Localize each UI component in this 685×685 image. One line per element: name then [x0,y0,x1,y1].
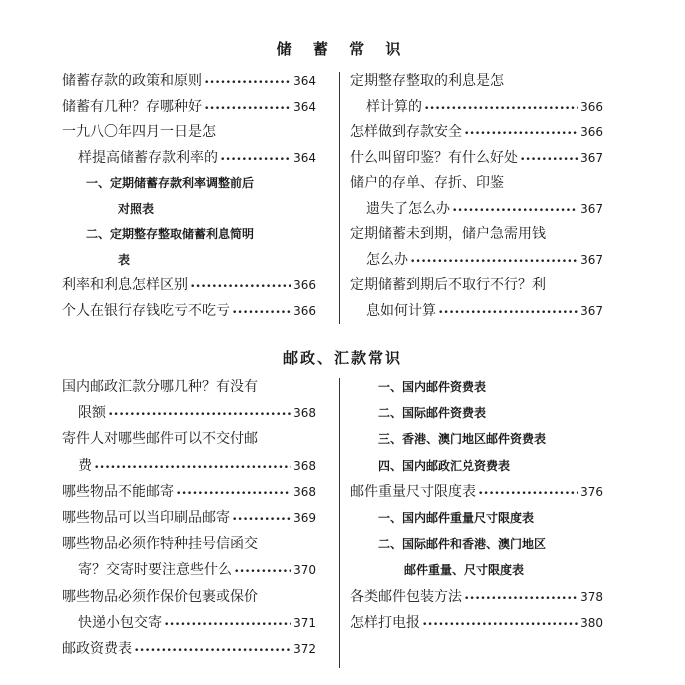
toc-subentry [86,225,254,243]
dot-leader [164,616,291,634]
toc-entry [350,276,546,294]
dot-leader [176,485,291,503]
toc-entry-title: 哪些物品必须作保价包裹或保价 [62,588,258,605]
toc-subentry [378,378,486,396]
dot-leader [464,125,578,143]
toc-subentry [118,200,154,218]
toc-entry [78,404,316,424]
toc-page-number: 367 [580,150,603,165]
toc-entry-title: 寄？交寄时要注意些什么 [78,562,232,579]
toc-entry [62,535,258,553]
dot-leader [204,100,291,118]
toc-entry-title: 样计算的 [366,98,422,115]
toc-entry-title: 二、国际邮件和香港、澳门地区 [378,537,547,552]
toc-page-number: 380 [580,615,603,630]
dot-leader [94,459,291,477]
dot-leader [204,74,291,92]
toc-entry [62,378,258,396]
column-divider [339,378,340,668]
dot-leader [424,100,578,118]
toc-subentry [86,174,254,192]
toc-page-number: 364 [293,99,316,114]
dot-leader [452,202,578,220]
toc-entry [366,200,603,220]
toc-entry-title: 三、香港、澳门地区邮件资费表 [378,432,547,447]
toc-page-number: 367 [580,201,603,216]
toc-subentry [378,509,534,527]
section-heading-postal: 邮政、汇款常识 [282,349,402,367]
toc-entry [350,72,504,90]
toc-subentry [378,430,546,448]
toc-entry-title: 邮件重量、尺寸限度表 [404,563,525,578]
toc-entry-title: 息如何计算 [366,302,436,319]
toc-page-number: 378 [580,589,603,604]
toc-subentry [378,457,510,475]
dot-leader [220,151,291,169]
toc-entry [62,302,316,322]
toc-entry [62,123,216,141]
toc-subentry [378,404,486,422]
toc-entry-title: 个人在银行存钱吃亏不吃亏 [62,302,230,319]
toc-entry [366,98,603,118]
toc-page-number: 367 [580,252,603,267]
toc-entry-title: 一九八〇年四月一日是怎 [62,124,216,140]
toc-entry [350,174,504,192]
toc-entry [62,72,316,92]
toc-page-number: 370 [293,563,316,578]
toc-entry-title: 储蓄存款的政策和原则 [62,73,202,89]
toc-entry-title: 怎样打电报 [350,614,420,631]
section-heading-savings: 储 蓄 常 识 [276,40,409,58]
dot-leader [520,151,578,169]
toc-entry [350,483,603,503]
toc-page-number: 368 [293,458,316,473]
toc-page-number: 366 [580,125,603,139]
toc-page-number: 376 [580,484,603,499]
toc-entry [350,149,603,169]
toc-entry [78,561,316,581]
toc-subentry [404,561,524,579]
toc-entry-title: 对照表 [118,201,155,216]
toc-entry-title: 各类邮件包装方法 [350,588,462,605]
toc-entry-title: 样提高储蓄存款利率的 [78,149,218,166]
toc-entry-title: 定期储蓄未到期，储户急需用钱 [350,226,546,242]
toc-entry-title: 寄件人对哪些邮件可以不交付邮 [62,431,258,448]
dot-leader [438,304,578,322]
toc-entry-title: 快递小包交寄 [78,614,162,631]
toc-entry-title: 定期整存整取的利息是怎 [350,73,504,89]
toc-entry [62,98,316,118]
toc-page-number: 366 [580,99,603,114]
toc-subentry [378,535,546,553]
toc-page-number: 366 [293,278,316,292]
toc-entry [62,483,316,503]
toc-entry-title: 二、定期整存整取储蓄利息简明 [86,227,255,241]
toc-entry-title: 哪些物品可以当印刷品邮寄 [62,510,230,526]
dot-leader [134,642,291,660]
toc-entry-title: 定期储蓄到期后不取行不行？利 [350,277,546,293]
toc-entry-title: 什么叫留印鉴？有什么好处 [350,149,518,166]
dot-leader [410,253,578,271]
dot-leader [422,616,578,634]
dot-leader [190,278,291,296]
toc-entry-title: 哪些物品必须作特种挂号信函交 [62,536,258,553]
toc-entry-title: 一、国内邮件资费表 [378,380,487,394]
toc-entry-title: 表 [118,252,131,267]
dot-leader [478,485,578,503]
toc-entry-title: 怎样做到存款安全 [350,124,462,140]
toc-entry [62,276,316,296]
toc-entry [350,225,546,243]
toc-entry-title: 哪些物品不能邮寄 [62,483,174,500]
toc-entry-title: 储户的存单、存折、印鉴 [350,175,504,191]
dot-leader [108,406,291,424]
toc-entry [62,509,316,529]
toc-entry [78,149,316,169]
toc-page-number: 368 [293,484,316,499]
toc-entry [350,123,603,143]
toc-entry [78,457,316,477]
column-divider [339,72,340,324]
toc-entry [62,588,258,606]
toc-entry-title: 一、定期储蓄存款利率调整前后 [86,176,255,190]
toc-entry-title: 邮件重量尺寸限度表 [350,483,476,500]
toc-entry-title: 国内邮政汇款分哪几种？有没有 [62,379,258,395]
toc-page-number: 364 [293,74,316,88]
toc-entry-title: 一、国内邮件重量尺寸限度表 [378,511,535,525]
toc-entry [366,251,603,271]
toc-entry-title: 二、国际邮件资费表 [378,406,487,421]
dot-leader [234,563,291,581]
toc-page-number: 364 [293,150,316,165]
toc-entry-title: 怎么办 [366,251,408,268]
toc-page-number: 366 [293,303,316,318]
toc-page-number: 369 [293,511,316,525]
toc-entry-title: 限额 [78,405,106,422]
toc-entry-title: 费 [78,457,92,474]
toc-entry [350,614,603,634]
toc-entry-title: 四、国内邮政汇兑资费表 [378,458,511,473]
toc-page-number: 372 [293,642,316,656]
toc-entry-title: 利率和利息怎样区别 [62,277,188,293]
toc-entry [78,614,316,634]
toc-entry-title: 遗失了怎么办 [366,200,450,217]
toc-page-number: 371 [293,615,316,630]
toc-entry-title: 邮政资费表 [62,641,132,657]
dot-leader [232,304,291,322]
toc-entry [350,588,603,608]
dot-leader [232,511,291,529]
toc-subentry [118,251,130,269]
dot-leader [464,590,578,608]
toc-entry [62,640,316,660]
toc-entry [366,302,603,322]
toc-page-number: 368 [293,406,316,421]
toc-page-number: 367 [580,303,603,318]
toc-entry-title: 储蓄有几种？存哪种好 [62,98,202,115]
toc-entry [62,430,258,448]
